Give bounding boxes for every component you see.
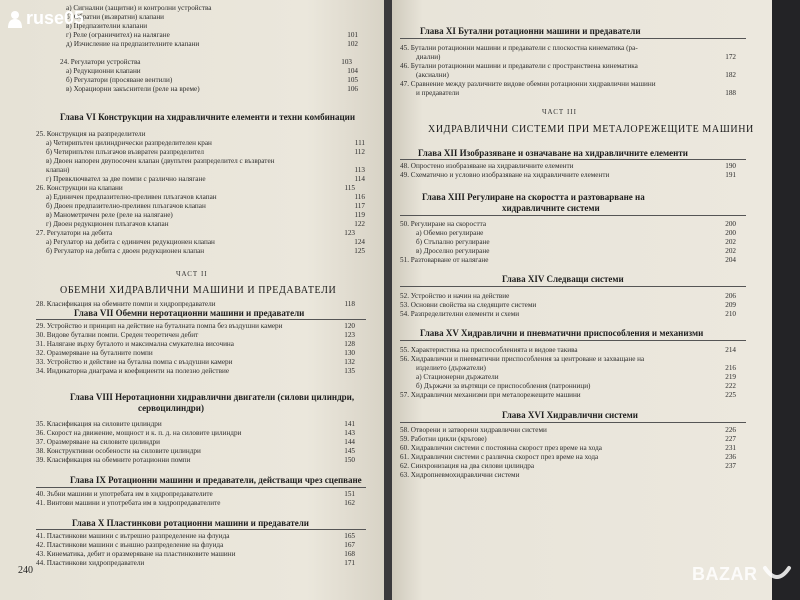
toc-entry-text: в) Двоен напорен двупосочен клапан (двупътен разпределител с възвратен bbox=[46, 157, 275, 165]
toc-entry-text: 40. Зъбни машини и употребата им в хидропредавателите bbox=[36, 490, 213, 498]
toc-page-number: 190 bbox=[725, 162, 736, 170]
toc-page-number: 227 bbox=[725, 435, 736, 443]
toc-entry bbox=[36, 559, 361, 568]
toc-entry-text: 28. Класификация на обемните помпи и хидропредаватели bbox=[36, 300, 216, 308]
toc-entry bbox=[36, 456, 361, 465]
toc-entry bbox=[400, 292, 746, 301]
toc-page-number: 172 bbox=[725, 53, 736, 61]
smile-icon bbox=[762, 560, 792, 589]
toc-entry bbox=[36, 429, 361, 438]
toc-page-number: 202 bbox=[725, 238, 736, 246]
toc-entry-text: 39. Класификация на обемните ротационни помпи bbox=[36, 456, 191, 464]
toc-entry bbox=[36, 358, 361, 367]
toc-page-number: 171 bbox=[344, 559, 355, 567]
toc-entry bbox=[400, 346, 746, 355]
toc-entry bbox=[400, 435, 746, 444]
toc-page-number: 135 bbox=[344, 367, 355, 375]
toc-page-number: 219 bbox=[725, 373, 736, 381]
toc-entry bbox=[400, 444, 746, 453]
toc-page-number: 162 bbox=[344, 499, 355, 507]
toc-entry bbox=[46, 202, 371, 211]
toc-page-number: 112 bbox=[354, 148, 365, 156]
toc-page-number: 216 bbox=[725, 364, 736, 372]
toc-entry-text: 37. Оразмеряване на силовите цилиндри bbox=[36, 438, 160, 446]
watermark-bazar bbox=[692, 560, 792, 589]
toc-entry-text: 36. Скорост на движение, мощност и к. п. д. на силовите цилиндри bbox=[36, 429, 242, 437]
toc-entry bbox=[36, 499, 361, 508]
toc-entry-text: 33. Устройство и действие на бутална помпа с въздушни камери bbox=[36, 358, 233, 366]
toc-entry bbox=[416, 238, 746, 247]
toc-page-number: 120 bbox=[344, 322, 355, 330]
toc-entry bbox=[36, 322, 361, 331]
toc-page-number: 191 bbox=[725, 171, 736, 179]
toc-entry-text: 32. Оразмеряване на буталните помпи bbox=[36, 349, 153, 357]
toc-page-number: 117 bbox=[354, 202, 365, 210]
toc-page-number: 119 bbox=[354, 211, 365, 219]
toc-entry bbox=[416, 247, 746, 256]
toc-entry-text: 61. Хидравлични системи с различна скорост през време на хода bbox=[400, 453, 599, 461]
toc-entry-text: 34. Индикаторна диаграма и коефициенти на полезно действие bbox=[36, 367, 230, 375]
chapter-heading: Глава XIII Регулиране на скоростта и разтоварване на bbox=[422, 192, 645, 202]
toc-entry-text: б) Регулатори (просяване вентили) bbox=[66, 76, 173, 84]
toc-entry-text: изделието (държатели) bbox=[416, 364, 486, 372]
toc-page-number: 141 bbox=[344, 420, 355, 428]
toc-page-number: 118 bbox=[344, 300, 355, 308]
toc-entry-text: в) Манометричен реле (реле на налягане) bbox=[46, 211, 173, 219]
toc-page-number: 182 bbox=[725, 71, 736, 79]
toc-entry bbox=[416, 53, 746, 62]
toc-page-number: 204 bbox=[725, 256, 736, 264]
toc-entry bbox=[46, 139, 371, 148]
toc-page-number: 113 bbox=[354, 166, 365, 174]
chapter-heading: Глава XVI Хидравлични системи bbox=[502, 410, 638, 420]
book-gutter bbox=[384, 0, 392, 600]
toc-entry-text: в) Дроселно регулиране bbox=[416, 247, 490, 255]
toc-page-number: 188 bbox=[725, 89, 736, 97]
toc-entry-text: 58. Отворени и затворени хидравлични системи bbox=[400, 426, 547, 434]
toc-entry bbox=[66, 76, 366, 85]
part-label: ЧАСТ II bbox=[176, 270, 208, 278]
toc-entry-text: 38. Конструктивни особености на силовите цилиндри bbox=[36, 447, 201, 455]
toc-page-number: 143 bbox=[344, 429, 355, 437]
chapter-heading: хидравличните системи bbox=[502, 203, 600, 213]
toc-entry bbox=[36, 349, 361, 358]
heading-rule bbox=[400, 38, 746, 39]
toc-page-number: 236 bbox=[725, 453, 736, 461]
toc-page-number: 115 bbox=[344, 184, 355, 192]
toc-entry-text: а) Единичен предпазително-преливен плъзгачов клапан bbox=[46, 193, 217, 201]
toc-entry bbox=[400, 171, 746, 180]
toc-entry-text: 35. Класификация на силовите цилиндри bbox=[36, 420, 162, 428]
toc-entry bbox=[36, 490, 361, 499]
part-title: ХИДРАВЛИЧНИ СИСТЕМИ ПРИ МЕТАЛОРЕЖЕЩИТЕ МАШИНИ bbox=[428, 124, 754, 135]
toc-entry-text: 59. Работни цикли (кръгове) bbox=[400, 435, 487, 443]
toc-entry-text: (аксиални) bbox=[416, 71, 449, 79]
toc-entry-text: диални) bbox=[416, 53, 441, 61]
user-silhouette-icon bbox=[8, 10, 22, 28]
left-page bbox=[0, 0, 384, 600]
toc-entry bbox=[66, 40, 366, 49]
chapter-heading: Глава XIV Следващи системи bbox=[502, 274, 624, 284]
toc-entry bbox=[400, 310, 746, 319]
toc-entry-text: 41. Пластинкови машини с вътрешно разпределение на флуида bbox=[36, 532, 230, 540]
toc-entry-text: 48. Опростено изобразяване на хидравличните елементи bbox=[400, 162, 574, 170]
toc-entry bbox=[400, 162, 746, 171]
toc-entry bbox=[46, 166, 371, 175]
toc-entry bbox=[36, 447, 361, 456]
toc-entry-text: в) Предпазителни клапани bbox=[66, 22, 148, 30]
toc-page-number: 210 bbox=[725, 310, 736, 318]
toc-entry bbox=[36, 550, 361, 559]
toc-page-number: 101 bbox=[347, 31, 358, 39]
part-label: ЧАСТ III bbox=[542, 108, 577, 116]
toc-page-number: 116 bbox=[354, 193, 365, 201]
toc-page-number: 206 bbox=[725, 292, 736, 300]
heading-rule bbox=[36, 319, 366, 320]
toc-entry bbox=[36, 130, 361, 139]
toc-entry bbox=[416, 382, 746, 391]
heading-rule bbox=[400, 215, 746, 216]
chapter-heading: Глава XI Бутални ротационни машини и предаватели bbox=[420, 26, 641, 36]
toc-entry bbox=[36, 340, 361, 349]
toc-entry bbox=[36, 184, 361, 193]
toc-page-number: 124 bbox=[354, 238, 365, 246]
part-title: ОБЕМНИ ХИДРАВЛИЧНИ МАШИНИ И ПРЕДАВАТЕЛИ bbox=[60, 285, 337, 296]
toc-entry-text: 30. Видове бутални помпи. Среден теоретичен дебит bbox=[36, 331, 199, 339]
toc-entry-text: б) Обратни (възвратни) клапани bbox=[66, 13, 165, 21]
toc-page-number: 144 bbox=[344, 438, 355, 446]
toc-entry bbox=[400, 256, 746, 265]
toc-entry-text: 54. Разпределителни елементи и схеми bbox=[400, 310, 520, 318]
toc-entry bbox=[400, 44, 746, 53]
toc-entry bbox=[400, 426, 746, 435]
toc-entry-text: 56. Хидравлични и пневматични приспособления за центроване и захващане на bbox=[400, 355, 645, 363]
toc-entry bbox=[46, 157, 371, 166]
toc-entry bbox=[400, 355, 746, 364]
toc-entry-text: 62. Синхронизация на два силови цилиндра bbox=[400, 462, 535, 470]
toc-entry-text: 51. Разтоварване от налягане bbox=[400, 256, 489, 264]
toc-entry-text: г) Превключвател за две помпи с различно налягане bbox=[46, 175, 206, 183]
toc-entry-text: б) Регулатор на дебита с двоен редукционен клапан bbox=[46, 247, 205, 255]
toc-entry bbox=[400, 62, 746, 71]
toc-page-number: 105 bbox=[347, 76, 358, 84]
toc-entry-text: а) Редукционни клапани bbox=[66, 67, 141, 75]
toc-entry-text: г) Двоен редукционен плъзгачов клапан bbox=[46, 220, 169, 228]
chapter-heading: Глава VIII Неротационни хидравлични двигатели (силови цилиндри, bbox=[70, 392, 355, 402]
toc-entry-text: б) Четирипътен плъзгачов възвратен разпределител bbox=[46, 148, 205, 156]
chapter-heading: Глава VI Конструкции на хидравличните елементи и техни комбинации bbox=[60, 112, 356, 122]
toc-entry-text: 24. Регулатори устройства bbox=[60, 58, 141, 66]
toc-entry bbox=[416, 71, 746, 80]
page-number: 240 bbox=[18, 565, 33, 576]
toc-entry bbox=[400, 80, 746, 89]
toc-entry bbox=[66, 4, 366, 13]
toc-page-number: 200 bbox=[725, 220, 736, 228]
toc-entry bbox=[36, 331, 361, 340]
toc-page-number: 222 bbox=[725, 382, 736, 390]
toc-entry bbox=[36, 367, 361, 376]
toc-entry bbox=[400, 471, 746, 480]
toc-entry-text: 27. Регулатори на дебита bbox=[36, 229, 113, 237]
toc-page-number: 226 bbox=[725, 426, 736, 434]
toc-entry-text: клапан) bbox=[46, 166, 70, 174]
toc-entry-text: 25. Конструкция на разпределители bbox=[36, 130, 146, 138]
toc-entry bbox=[416, 364, 746, 373]
right-page bbox=[392, 0, 772, 600]
toc-entry bbox=[36, 541, 361, 550]
toc-page-number: 145 bbox=[344, 447, 355, 455]
toc-entry-text: 52. Устройство и начин на действие bbox=[400, 292, 510, 300]
toc-entry bbox=[46, 247, 371, 256]
heading-rule bbox=[400, 422, 746, 423]
toc-entry-text: 42. Пластинкови машини с външно разпределение на флуида bbox=[36, 541, 224, 549]
toc-entry bbox=[46, 211, 371, 220]
toc-page-number: 123 bbox=[344, 229, 355, 237]
toc-entry bbox=[66, 85, 366, 94]
toc-entry bbox=[36, 420, 361, 429]
chapter-heading: Глава VII Обемни неротационни машини и предаватели bbox=[74, 308, 305, 318]
watermark-text: ruse05 bbox=[26, 8, 85, 28]
toc-page-number: 200 bbox=[725, 229, 736, 237]
toc-entry bbox=[46, 238, 371, 247]
toc-page-number: 130 bbox=[344, 349, 355, 357]
toc-page-number: 237 bbox=[725, 462, 736, 470]
toc-entry bbox=[416, 89, 746, 98]
toc-entry-text: 60. Хидравлични системи с постоянна скорост през време на хода bbox=[400, 444, 602, 452]
toc-entry-text: 63. Хидропневмохидравлични системи bbox=[400, 471, 520, 479]
toc-entry-text: 43. Кинематика, дебит и оразмеряване на пластинковите машини bbox=[36, 550, 236, 558]
toc-entry-text: 53. Основни свойства на следящите системи bbox=[400, 301, 537, 309]
toc-entry-text: 50. Регулиране на скоростта bbox=[400, 220, 487, 228]
toc-entry-text: б) Стъпално регулиране bbox=[416, 238, 490, 246]
toc-entry bbox=[66, 67, 366, 76]
toc-entry bbox=[400, 220, 746, 229]
toc-page-number: 104 bbox=[347, 67, 358, 75]
toc-entry bbox=[60, 58, 360, 67]
toc-entry-text: д) Изчисление на предпазителните клапани bbox=[66, 40, 200, 48]
toc-entry bbox=[46, 148, 371, 157]
background-edge bbox=[772, 0, 800, 600]
toc-page-number: 106 bbox=[347, 85, 358, 93]
toc-page-number: 165 bbox=[344, 532, 355, 540]
toc-page-number: 202 bbox=[725, 247, 736, 255]
toc-page-number: 225 bbox=[725, 391, 736, 399]
toc-entry bbox=[400, 391, 746, 400]
toc-entry-text: 46. Бутални ротационни машини и предаватели с пространствена кинематика bbox=[400, 62, 638, 70]
toc-page-number: 167 bbox=[344, 541, 355, 549]
toc-entry bbox=[46, 175, 371, 184]
chapter-heading: Глава X Пластинкови ротационни машини и предаватели bbox=[72, 518, 309, 528]
chapter-heading: Глава IX Ротационни машини и предаватели, действащи чрез сцепване bbox=[70, 475, 362, 485]
toc-entry bbox=[66, 13, 366, 22]
toc-entry-text: 31. Налягане върху буталото и максимална смукателна височина bbox=[36, 340, 234, 348]
toc-entry bbox=[46, 193, 371, 202]
chapter-heading: сервоцилиндри) bbox=[138, 403, 204, 413]
toc-page-number: 132 bbox=[344, 358, 355, 366]
toc-entry-text: 47. Сравнение между различните видове обемни ротационни хидравлични машини bbox=[400, 80, 656, 88]
toc-page-number: 111 bbox=[354, 139, 365, 147]
watermark-bazar-text: BAZAR bbox=[692, 564, 758, 584]
watermark-brand bbox=[8, 8, 84, 29]
toc-page-number: 151 bbox=[344, 490, 355, 498]
toc-entry-text: 49. Схематично и условно изобразяване на хидравличните елементи bbox=[400, 171, 610, 179]
heading-rule bbox=[400, 340, 746, 341]
toc-page-number: 209 bbox=[725, 301, 736, 309]
toc-entry-text: а) Стационерни държатели bbox=[416, 373, 499, 381]
toc-entry bbox=[400, 462, 746, 471]
heading-rule bbox=[36, 529, 366, 530]
chapter-heading: Глава XII Изобразяване и означаване на хидравличните елементи bbox=[418, 148, 688, 158]
toc-entry-text: 44. Пластинкови хидропредаватели bbox=[36, 559, 145, 567]
toc-entry-text: 29. Устройство и принцип на действие на буталната помпа без въздушни камери bbox=[36, 322, 283, 330]
toc-entry-text: 45. Бутални ротационни машини и предаватели с плоскостна кинематика (ра- bbox=[400, 44, 638, 52]
toc-entry bbox=[66, 22, 366, 31]
toc-entry bbox=[46, 220, 371, 229]
toc-entry-text: и предаватели bbox=[416, 89, 460, 97]
toc-page-number: 114 bbox=[354, 175, 365, 183]
toc-entry bbox=[416, 229, 746, 238]
toc-page-number: 214 bbox=[725, 346, 736, 354]
toc-entry-text: б) Държачи за въртящи се приспособления (патронници) bbox=[416, 382, 591, 390]
toc-page-number: 125 bbox=[354, 247, 365, 255]
toc-entry-text: 55. Характеристика на приспособленията и видове такива bbox=[400, 346, 578, 354]
toc-page-number: 123 bbox=[344, 331, 355, 339]
toc-page-number: 128 bbox=[344, 340, 355, 348]
toc-entry bbox=[400, 453, 746, 462]
toc-page-number: 122 bbox=[354, 220, 365, 228]
toc-entry-text: а) Сигнални (защитни) и контролни устройства bbox=[66, 4, 212, 12]
toc-entry-text: в) Хорациорни закъснители (реле на време) bbox=[66, 85, 200, 93]
toc-entry bbox=[36, 438, 361, 447]
heading-rule bbox=[400, 159, 746, 160]
toc-page-number: 102 bbox=[347, 40, 358, 48]
toc-entry-text: а) Регулатор на дебита с единичен редукционен клапан bbox=[46, 238, 215, 246]
toc-entry bbox=[36, 532, 361, 541]
toc-entry-text: 41. Винтови машини и употребата им в хидропредавателите bbox=[36, 499, 221, 507]
toc-page-number: 103 bbox=[341, 58, 352, 66]
chapter-heading: Глава XV Хидравлични и пневматични приспособления и механизми bbox=[420, 328, 704, 338]
toc-entry-text: г) Реле (ограничител) на налягане bbox=[66, 31, 170, 39]
toc-entry-text: а) Обемно регулиране bbox=[416, 229, 484, 237]
toc-entry bbox=[36, 229, 361, 238]
toc-entry bbox=[400, 301, 746, 310]
toc-entry-text: а) Четирипътен цилиндрически разпределителен кран bbox=[46, 139, 212, 147]
toc-entry bbox=[66, 31, 366, 40]
toc-entry-text: б) Двоен предпазително-преливен плъзгачов клапан bbox=[46, 202, 206, 210]
toc-page-number: 231 bbox=[725, 444, 736, 452]
toc-entry bbox=[416, 373, 746, 382]
toc-page-number: 168 bbox=[344, 550, 355, 558]
toc-page-number: 150 bbox=[344, 456, 355, 464]
heading-rule bbox=[36, 487, 366, 488]
toc-entry-text: 26. Конструкции на клапани bbox=[36, 184, 123, 192]
toc-entry-text: 57. Хидравлични механизми при металорежещите машини bbox=[400, 391, 581, 399]
heading-rule bbox=[400, 286, 746, 287]
